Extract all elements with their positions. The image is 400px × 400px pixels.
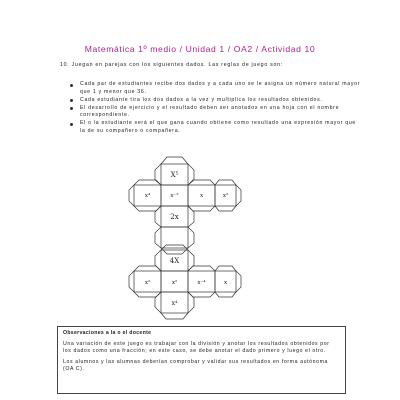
teacher-notes-paragraph: Los alumnos y las alumnas deberían comprobar y validar sus resultados en forma autónoma (OA C).: [63, 358, 328, 373]
die-1-face-bottom: 2x: [170, 213, 179, 221]
rule-item: Cada par de estudiantes recibe dos dados y a cada uno se le asigna un número natural mayor que 1 y menor que 36.: [70, 81, 362, 96]
die-1-face-left: x⁴: [144, 193, 151, 199]
die-1-face-top: X⁵: [170, 171, 179, 179]
die-2-face-left: x²: [144, 280, 151, 286]
teacher-notes-title: Observaciones a la o el docente: [63, 330, 152, 336]
die-2-face-far: x: [223, 280, 228, 286]
die-1-face-far: x²: [222, 193, 229, 199]
teacher-notes-paragraph: Una variación de este juego es trabajar con la división y anotar los resultados obtenidos por los dados como una fracción; en este caso, se debe anotar el dado primero y luego el otro.: [63, 340, 330, 355]
die-2-face-top: 4X: [169, 257, 180, 265]
rule-item: Cada estudiante tira los dos dados a la vez y multiplica los resultados obtenidos.: [70, 97, 362, 105]
teacher-notes-box: [57, 326, 346, 394]
rule-item: El desarrollo de ejercicio y el resultado deben ser anotados en una hoja con el nombre correspondiente.: [70, 105, 362, 120]
die-2-face-bottom: x⁴: [171, 300, 178, 307]
die-1-face-mid: x⁻²: [170, 193, 179, 199]
activity-intro: 10. Juegan en parejas con los siguientes dados. Las reglas de juego son:: [60, 62, 283, 68]
die-2-face-right: x⁻⁴: [197, 280, 206, 286]
die-1-net: [129, 157, 241, 254]
page-title: Matemática 1º medio / Unidad 1 / OA2 / Actividad 10: [84, 44, 316, 54]
rule-item: El o la estudiante será el que gana cuando obtiene como resultado una expresión mayor que la de su compañero o compañera.: [70, 120, 362, 135]
die-2-face-mid: x²: [171, 280, 178, 286]
die-1-face-right: x: [199, 193, 204, 199]
